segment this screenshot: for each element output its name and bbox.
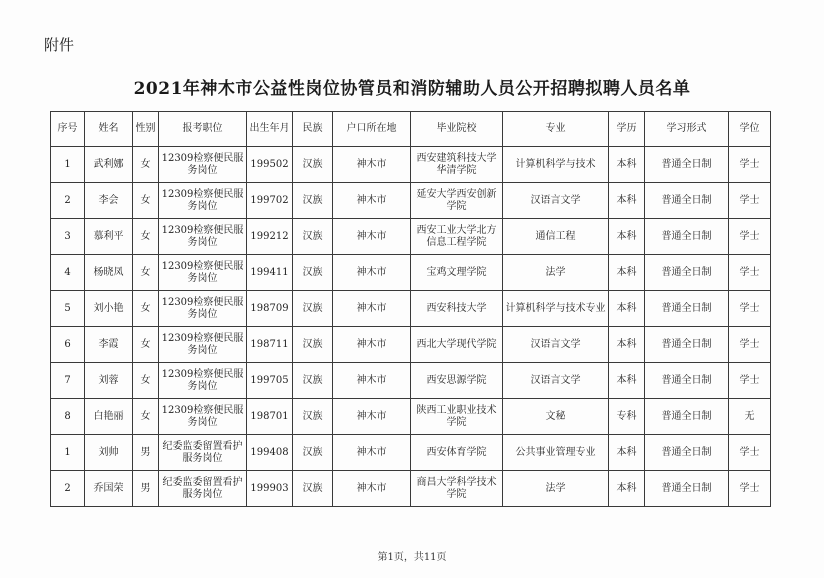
- applied-position-cell: 12309检察便民服务岗位: [159, 219, 247, 255]
- graduate-school-cell: 西安思源学院: [411, 363, 503, 399]
- ethnicity-cell: 汉族: [293, 291, 333, 327]
- table-row: [51, 471, 771, 507]
- education-cell: 本科: [609, 147, 645, 183]
- serial-number-cell: 2: [51, 471, 85, 507]
- degree-cell: 学士: [729, 183, 771, 219]
- birth-date-cell: 199212: [247, 219, 293, 255]
- degree-cell: 学士: [729, 219, 771, 255]
- name-cell: 刘小艳: [85, 291, 133, 327]
- applied-position-cell: 12309检察便民服务岗位: [159, 363, 247, 399]
- applied-position-cell: 12309检察便民服务岗位: [159, 183, 247, 219]
- graduate-school-cell: 西安工业大学北方信息工程学院: [411, 219, 503, 255]
- major-cell: 计算机科学与技术: [503, 147, 609, 183]
- table-row: [51, 183, 771, 219]
- serial-number-cell: 7: [51, 363, 85, 399]
- degree-cell: 学士: [729, 471, 771, 507]
- name-cell: 杨晓凤: [85, 255, 133, 291]
- education-cell: 本科: [609, 219, 645, 255]
- graduate-school-cell: 商昌大学科学技术学院: [411, 471, 503, 507]
- ethnicity-cell: 汉族: [293, 147, 333, 183]
- header-cell: 专业: [503, 112, 609, 147]
- gender-cell: 男: [133, 435, 159, 471]
- birth-date-cell: 199702: [247, 183, 293, 219]
- gender-cell: 女: [133, 219, 159, 255]
- gender-cell: 女: [133, 363, 159, 399]
- header-cell: 学习形式: [645, 112, 729, 147]
- name-cell: 慕利平: [85, 219, 133, 255]
- gender-cell: 女: [133, 183, 159, 219]
- birth-date-cell: 199502: [247, 147, 293, 183]
- graduate-school-cell: 陕西工业职业技术学院: [411, 399, 503, 435]
- education-cell: 本科: [609, 327, 645, 363]
- name-cell: 乔国荣: [85, 471, 133, 507]
- table-row: [51, 147, 771, 183]
- gender-cell: 女: [133, 399, 159, 435]
- study-mode-cell: 普通全日制: [645, 471, 729, 507]
- gender-cell: 女: [133, 291, 159, 327]
- study-mode-cell: 普通全日制: [645, 399, 729, 435]
- ethnicity-cell: 汉族: [293, 363, 333, 399]
- study-mode-cell: 普通全日制: [645, 435, 729, 471]
- household-location-cell: 神木市: [333, 471, 411, 507]
- degree-cell: 无: [729, 399, 771, 435]
- header-cell: 学位: [729, 112, 771, 147]
- personnel-table: [50, 111, 771, 507]
- document-title: 2021年神木市公益性岗位协管员和消防辅助人员公开招聘拟聘人员名单: [133, 79, 691, 99]
- serial-number-cell: 5: [51, 291, 85, 327]
- header-cell: 户口所在地: [333, 112, 411, 147]
- birth-date-cell: 198709: [247, 291, 293, 327]
- birth-date-cell: 198711: [247, 327, 293, 363]
- applied-position-cell: 12309检察便民服务岗位: [159, 147, 247, 183]
- education-cell: 本科: [609, 435, 645, 471]
- header-cell: 民族: [293, 112, 333, 147]
- education-cell: 本科: [609, 363, 645, 399]
- gender-cell: 男: [133, 471, 159, 507]
- gender-cell: 女: [133, 147, 159, 183]
- ethnicity-cell: 汉族: [293, 183, 333, 219]
- header-cell: 毕业院校: [411, 112, 503, 147]
- study-mode-cell: 普通全日制: [645, 327, 729, 363]
- major-cell: 汉语言文学: [503, 327, 609, 363]
- study-mode-cell: 普通全日制: [645, 291, 729, 327]
- table-row: [51, 291, 771, 327]
- major-cell: 汉语言文学: [503, 183, 609, 219]
- household-location-cell: 神木市: [333, 327, 411, 363]
- major-cell: 文秘: [503, 399, 609, 435]
- household-location-cell: 神木市: [333, 183, 411, 219]
- degree-cell: 学士: [729, 435, 771, 471]
- name-cell: 白艳丽: [85, 399, 133, 435]
- header-cell: 序号: [51, 112, 85, 147]
- name-cell: 武利娜: [85, 147, 133, 183]
- gender-cell: 女: [133, 327, 159, 363]
- ethnicity-cell: 汉族: [293, 255, 333, 291]
- applied-position-cell: 12309检察便民服务岗位: [159, 399, 247, 435]
- birth-date-cell: 199411: [247, 255, 293, 291]
- household-location-cell: 神木市: [333, 363, 411, 399]
- major-cell: 法学: [503, 471, 609, 507]
- study-mode-cell: 普通全日制: [645, 147, 729, 183]
- table-row: [51, 255, 771, 291]
- attachment-label: 附件: [44, 36, 75, 54]
- study-mode-cell: 普通全日制: [645, 219, 729, 255]
- header-cell: 出生年月: [247, 112, 293, 147]
- graduate-school-cell: 宝鸡文理学院: [411, 255, 503, 291]
- serial-number-cell: 3: [51, 219, 85, 255]
- study-mode-cell: 普通全日制: [645, 363, 729, 399]
- name-cell: 刘帅: [85, 435, 133, 471]
- education-cell: 本科: [609, 291, 645, 327]
- ethnicity-cell: 汉族: [293, 399, 333, 435]
- education-cell: 专科: [609, 399, 645, 435]
- header-cell: 姓名: [85, 112, 133, 147]
- graduate-school-cell: 西北大学现代学院: [411, 327, 503, 363]
- serial-number-cell: 8: [51, 399, 85, 435]
- major-cell: 汉语言文学: [503, 363, 609, 399]
- serial-number-cell: 4: [51, 255, 85, 291]
- table-row: [51, 435, 771, 471]
- birth-date-cell: 199903: [247, 471, 293, 507]
- serial-number-cell: 1: [51, 147, 85, 183]
- table-row: [51, 363, 771, 399]
- major-cell: 通信工程: [503, 219, 609, 255]
- name-cell: 李霞: [85, 327, 133, 363]
- table-header-row: [51, 112, 771, 147]
- table-row: [51, 399, 771, 435]
- education-cell: 本科: [609, 255, 645, 291]
- graduate-school-cell: 西安建筑科技大学华清学院: [411, 147, 503, 183]
- serial-number-cell: 1: [51, 435, 85, 471]
- major-cell: 公共事业管理专业: [503, 435, 609, 471]
- serial-number-cell: 6: [51, 327, 85, 363]
- degree-cell: 学士: [729, 291, 771, 327]
- applied-position-cell: 12309检察便民服务岗位: [159, 255, 247, 291]
- header-cell: 性别: [133, 112, 159, 147]
- household-location-cell: 神木市: [333, 255, 411, 291]
- household-location-cell: 神木市: [333, 399, 411, 435]
- education-cell: 本科: [609, 471, 645, 507]
- ethnicity-cell: 汉族: [293, 327, 333, 363]
- household-location-cell: 神木市: [333, 291, 411, 327]
- major-cell: 法学: [503, 255, 609, 291]
- serial-number-cell: 2: [51, 183, 85, 219]
- gender-cell: 女: [133, 255, 159, 291]
- degree-cell: 学士: [729, 147, 771, 183]
- applied-position-cell: 纪委监委留置看护服务岗位: [159, 471, 247, 507]
- applied-position-cell: 纪委监委留置看护服务岗位: [159, 435, 247, 471]
- major-cell: 计算机科学与技术专业: [503, 291, 609, 327]
- birth-date-cell: 199408: [247, 435, 293, 471]
- applied-position-cell: 12309检察便民服务岗位: [159, 327, 247, 363]
- study-mode-cell: 普通全日制: [645, 183, 729, 219]
- degree-cell: 学士: [729, 363, 771, 399]
- ethnicity-cell: 汉族: [293, 219, 333, 255]
- table-row: [51, 327, 771, 363]
- name-cell: 李会: [85, 183, 133, 219]
- degree-cell: 学士: [729, 327, 771, 363]
- page-footer: 第1页，共11页: [377, 552, 447, 563]
- applied-position-cell: 12309检察便民服务岗位: [159, 291, 247, 327]
- graduate-school-cell: 西安科技大学: [411, 291, 503, 327]
- birth-date-cell: 199705: [247, 363, 293, 399]
- header-cell: 报考职位: [159, 112, 247, 147]
- education-cell: 本科: [609, 183, 645, 219]
- study-mode-cell: 普通全日制: [645, 255, 729, 291]
- table-row: [51, 219, 771, 255]
- header-cell: 学历: [609, 112, 645, 147]
- ethnicity-cell: 汉族: [293, 435, 333, 471]
- table-body: [51, 147, 771, 507]
- household-location-cell: 神木市: [333, 147, 411, 183]
- birth-date-cell: 198701: [247, 399, 293, 435]
- graduate-school-cell: 西安体育学院: [411, 435, 503, 471]
- graduate-school-cell: 延安大学西安创新学院: [411, 183, 503, 219]
- household-location-cell: 神木市: [333, 435, 411, 471]
- name-cell: 刘蓉: [85, 363, 133, 399]
- degree-cell: 学士: [729, 255, 771, 291]
- ethnicity-cell: 汉族: [293, 471, 333, 507]
- household-location-cell: 神木市: [333, 219, 411, 255]
